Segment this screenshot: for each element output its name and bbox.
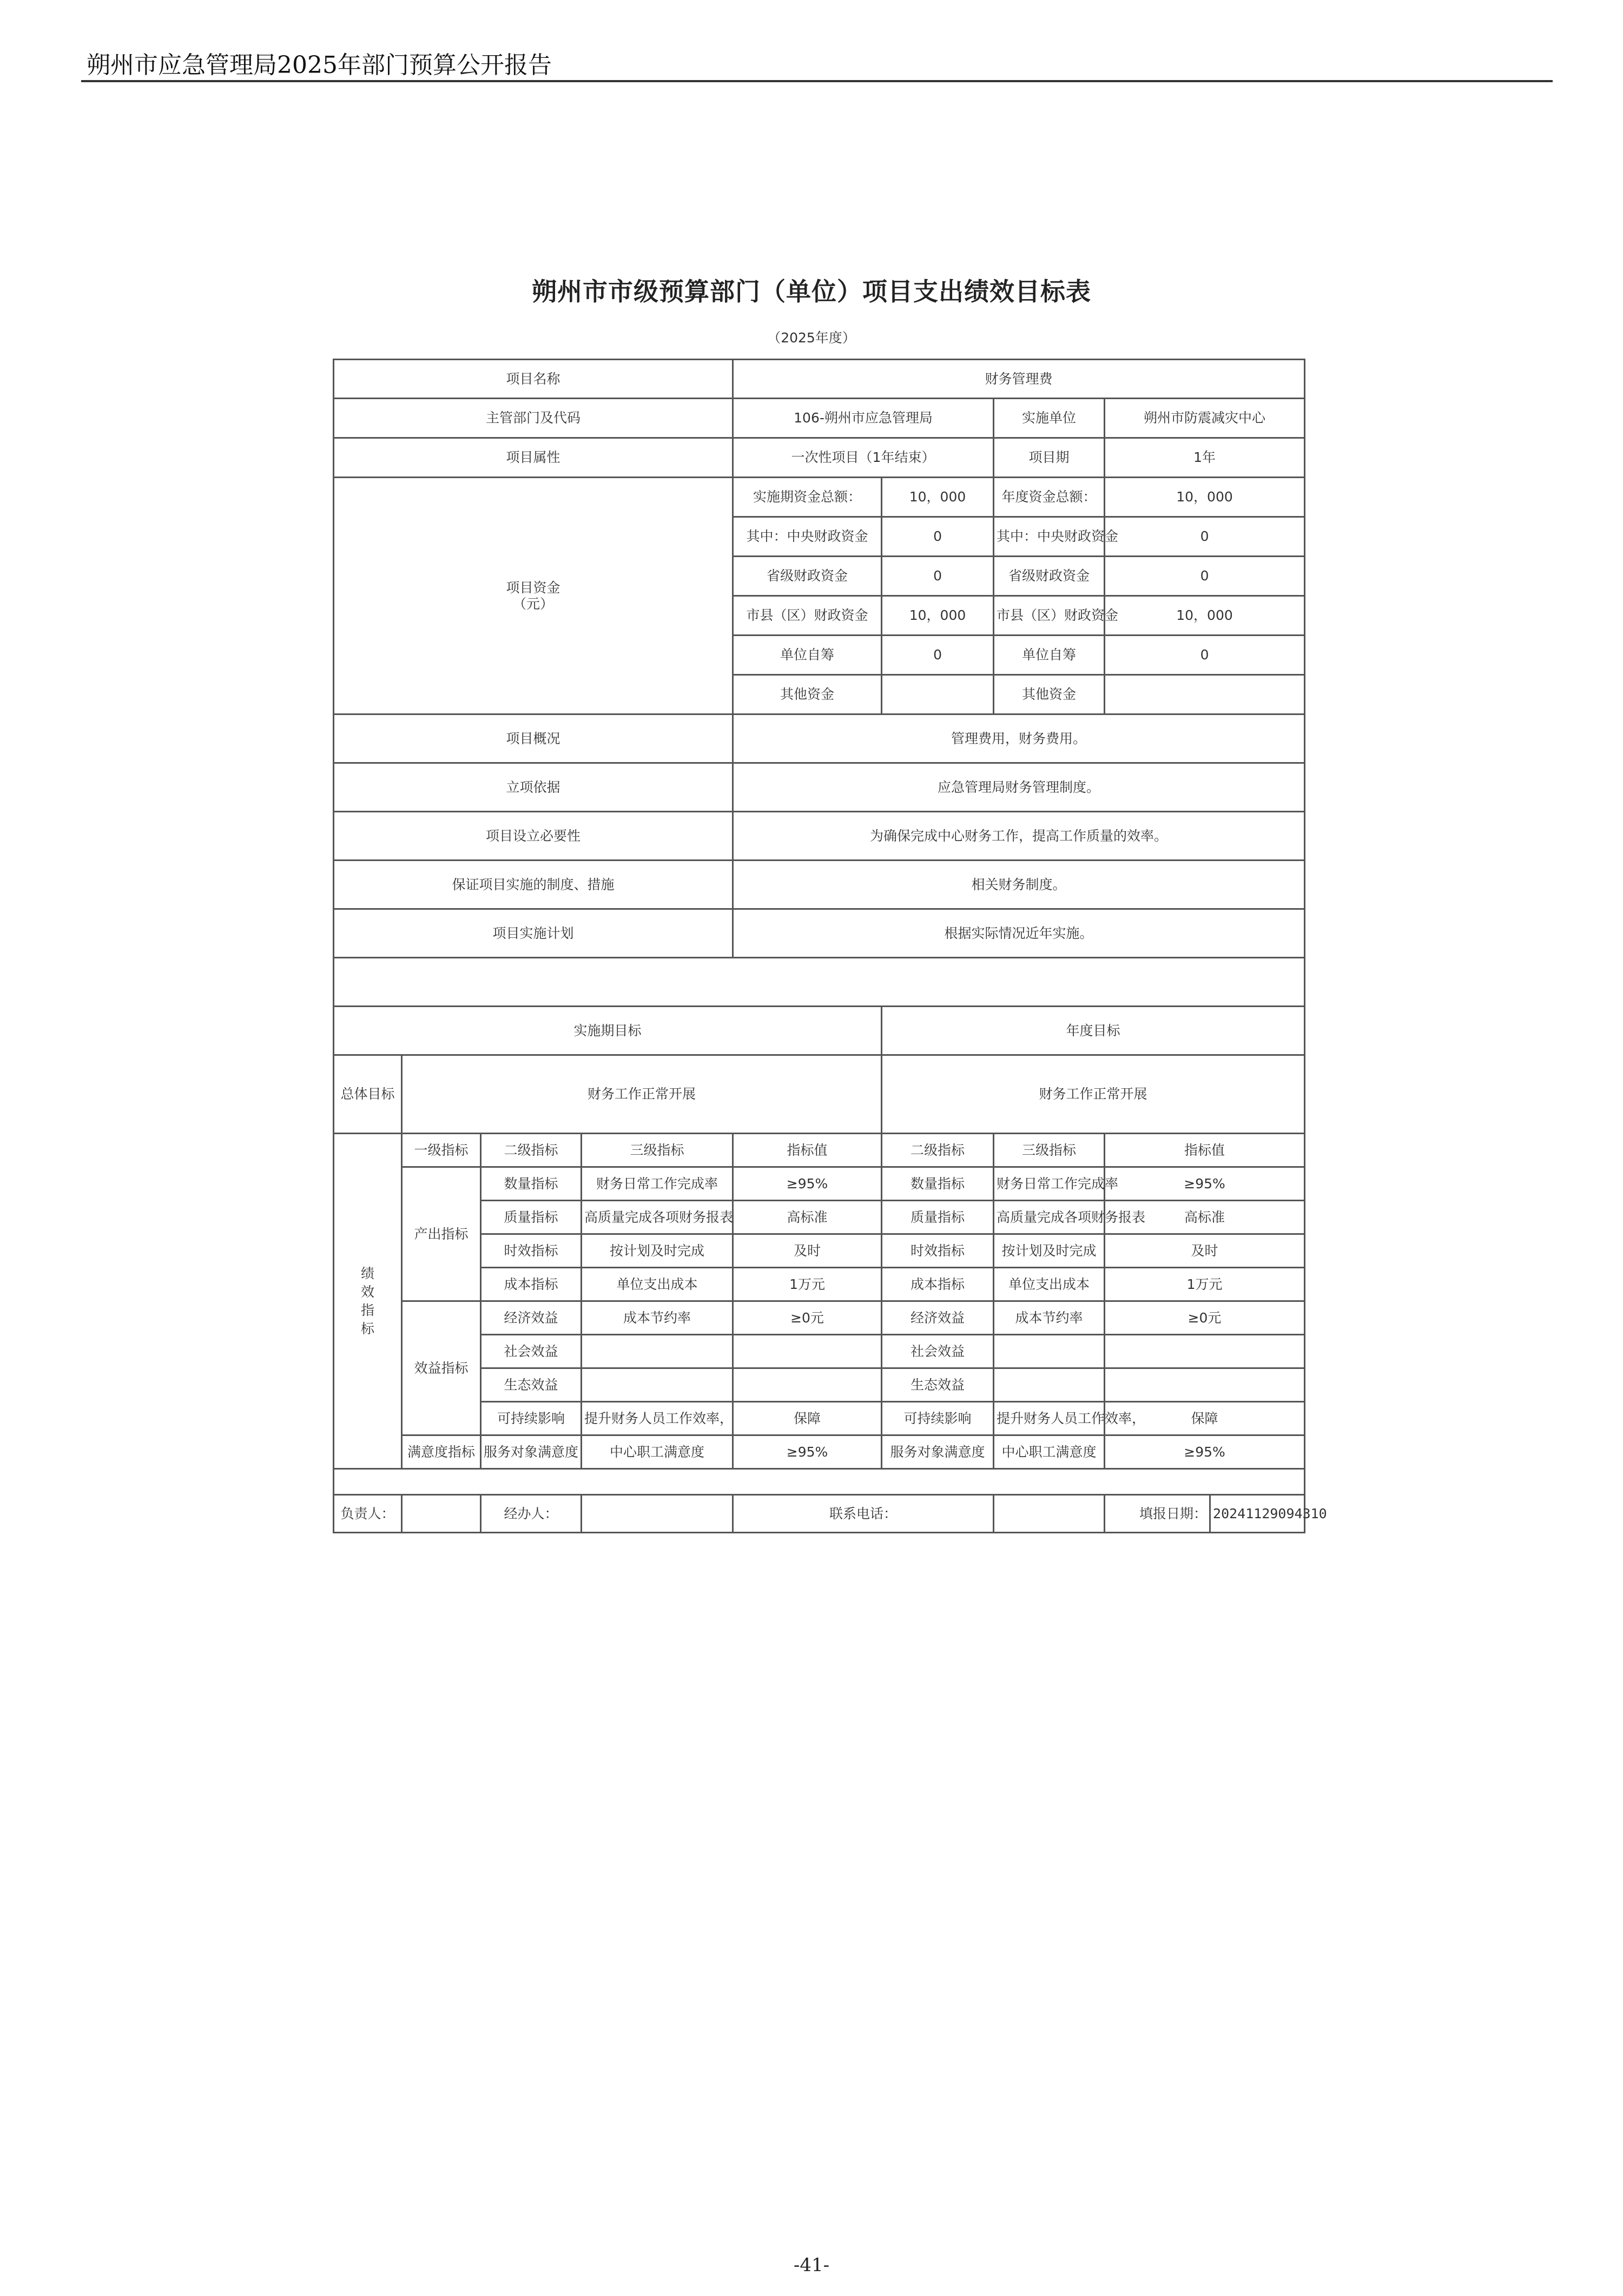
label-annual-other: 其他资金 (994, 675, 1105, 714)
value-plan: 根据实际情况近年实施。 (733, 909, 1305, 958)
value-phone (994, 1495, 1105, 1533)
label-annual-central: 其中：中央财政资金 (994, 517, 1105, 557)
indicator-l2: 经济效益 (481, 1301, 582, 1335)
label-basis: 立项依据 (334, 763, 733, 812)
label-plan: 项目实施计划 (334, 909, 733, 958)
annual-indicator-l2: 质量指标 (882, 1201, 994, 1234)
label-satisfaction: 满意度指标 (402, 1435, 481, 1469)
annual-indicator-l3: 成本节约率 (994, 1301, 1105, 1335)
header-value: 指标值 (733, 1134, 882, 1167)
value-guarantee: 相关财务制度。 (733, 861, 1305, 909)
header-annual-value: 指标值 (1105, 1134, 1305, 1167)
label-handler: 经办人： (481, 1495, 582, 1533)
label-funds (334, 478, 733, 714)
header-annual-level3: 三级指标 (994, 1134, 1105, 1167)
indicator-l2: 数量指标 (481, 1167, 582, 1201)
value-period-total: 10，000 (882, 478, 994, 517)
form-year: （2025年度） (767, 330, 856, 346)
indicator-value: 保障 (733, 1402, 882, 1435)
indicator-value: 及时 (733, 1234, 882, 1268)
header-annual-level2: 二级指标 (882, 1134, 994, 1167)
blank-row (334, 958, 1305, 1007)
indicator-l3: 财务日常工作完成率 (582, 1167, 733, 1201)
label-fund-self: 单位自筹 (733, 636, 882, 675)
label-perf-indicator-text: 绩效指标 (360, 1265, 374, 1336)
label-funds-text: 项目资金 (506, 579, 560, 595)
indicator-l3: 提升财务人员工作效率， (582, 1402, 733, 1435)
annual-indicator-value: 1万元 (1105, 1268, 1305, 1301)
spacer-row (334, 1469, 1305, 1495)
value-handler (582, 1495, 733, 1533)
label-guarantee: 保证项目实施的制度、措施 (334, 861, 733, 909)
header-level2: 二级指标 (481, 1134, 582, 1167)
label-overview: 项目概况 (334, 714, 733, 763)
annual-indicator-l3 (994, 1335, 1105, 1368)
label-annual-self: 单位自筹 (994, 636, 1105, 675)
indicator-value: ≥95% (733, 1435, 882, 1469)
annual-indicator-value: ≥0元 (1105, 1301, 1305, 1335)
value-annual-other (1105, 675, 1305, 714)
annual-indicator-l3: 单位支出成本 (994, 1268, 1105, 1301)
value-overview: 管理费用，财务费用。 (733, 714, 1305, 763)
performance-target-table (333, 359, 1327, 1533)
annual-indicator-l2: 数量指标 (882, 1167, 994, 1201)
value-fill-date: 20241129094310 (1210, 1495, 1305, 1533)
value-fund-city: 10，000 (882, 596, 994, 636)
label-phone: 联系电话： (733, 1495, 994, 1533)
annual-indicator-value: ≥95% (1105, 1167, 1305, 1201)
label-annual-target: 年度目标 (882, 1007, 1305, 1055)
value-fund-provincial: 0 (882, 557, 994, 596)
indicator-l3: 按计划及时完成 (582, 1234, 733, 1268)
value-fund-self: 0 (882, 636, 994, 675)
indicator-l2: 成本指标 (481, 1268, 582, 1301)
annual-indicator-value: 及时 (1105, 1234, 1305, 1268)
indicator-l2: 服务对象满意度 (481, 1435, 582, 1469)
indicator-l2: 时效指标 (481, 1234, 582, 1268)
indicator-l2: 可持续影响 (481, 1402, 582, 1435)
indicator-l2: 生态效益 (481, 1368, 582, 1402)
value-basis: 应急管理局财务管理制度。 (733, 763, 1305, 812)
label-fund-provincial: 省级财政资金 (733, 557, 882, 596)
label-overall-target: 总体目标 (334, 1055, 402, 1134)
value-annual-provincial: 0 (1105, 557, 1305, 596)
annual-indicator-l3: 中心职工满意度 (994, 1435, 1105, 1469)
label-dept-code: 主管部门及代码 (334, 399, 733, 438)
indicator-value: 高标准 (733, 1201, 882, 1234)
indicator-value: ≥0元 (733, 1301, 882, 1335)
annual-indicator-l3: 高质量完成各项财务报表 (994, 1201, 1105, 1234)
label-necessity: 项目设立必要性 (334, 812, 733, 861)
indicator-l3: 成本节约率 (582, 1301, 733, 1335)
label-period-target: 实施期目标 (334, 1007, 882, 1055)
indicator-l2: 社会效益 (481, 1335, 582, 1368)
annual-indicator-l3: 提升财务人员工作效率， (994, 1402, 1105, 1435)
value-fund-other (882, 675, 994, 714)
annual-indicator-value: 高标准 (1105, 1201, 1305, 1234)
annual-indicator-l3: 按计划及时完成 (994, 1234, 1105, 1268)
label-annual-provincial: 省级财政资金 (994, 557, 1105, 596)
label-fund-central: 其中：中央财政资金 (733, 517, 882, 557)
header-level1: 一级指标 (402, 1134, 481, 1167)
annual-indicator-l2: 可持续影响 (882, 1402, 994, 1435)
annual-indicator-l2: 经济效益 (882, 1301, 994, 1335)
indicator-value: ≥95% (733, 1167, 882, 1201)
label-funds-unit: （元） (513, 595, 554, 612)
annual-indicator-value: 保障 (1105, 1402, 1305, 1435)
indicator-l3: 中心职工满意度 (582, 1435, 733, 1469)
indicator-l2: 质量指标 (481, 1201, 582, 1234)
value-responsible (402, 1495, 481, 1533)
label-project-name: 项目名称 (334, 360, 733, 399)
label-annual-city: 市县（区）财政资金 (994, 596, 1105, 636)
indicator-l3 (582, 1368, 733, 1402)
value-annual-city: 10，000 (1105, 596, 1305, 636)
indicator-l3: 单位支出成本 (582, 1268, 733, 1301)
value-overall-period: 财务工作正常开展 (402, 1055, 882, 1134)
annual-indicator-l2: 社会效益 (882, 1335, 994, 1368)
annual-indicator-l2: 服务对象满意度 (882, 1435, 994, 1469)
value-period: 1年 (1105, 438, 1305, 478)
label-annual-total: 年度资金总额： (994, 478, 1105, 517)
value-annual-self: 0 (1105, 636, 1305, 675)
indicator-value (733, 1335, 882, 1368)
value-impl-unit: 朔州市防震减灾中心 (1105, 399, 1305, 438)
label-impl-unit: 实施单位 (994, 399, 1105, 438)
annual-indicator-l2: 生态效益 (882, 1368, 994, 1402)
label-perf-indicator (334, 1134, 402, 1469)
value-necessity: 为确保完成中心财务工作，提高工作质量的效率。 (733, 812, 1305, 861)
label-attribute: 项目属性 (334, 438, 733, 478)
indicator-value (733, 1368, 882, 1402)
label-output: 产出指标 (402, 1167, 481, 1301)
header-divider (81, 80, 1553, 82)
label-responsible: 负责人： (334, 1495, 402, 1533)
annual-indicator-value: ≥95% (1105, 1435, 1305, 1469)
value-dept-code: 106-朔州市应急管理局 (733, 399, 994, 438)
value-fund-central: 0 (882, 517, 994, 557)
annual-indicator-l2: 时效指标 (882, 1234, 994, 1268)
value-overall-annual: 财务工作正常开展 (882, 1055, 1305, 1134)
value-project-name: 财务管理费 (733, 360, 1305, 399)
page-header: 朔州市应急管理局2025年部门预算公开报告 (87, 51, 552, 79)
indicator-l3: 高质量完成各项财务报表 (582, 1201, 733, 1234)
label-benefit: 效益指标 (402, 1301, 481, 1435)
form-title: 朔州市市级预算部门（单位）项目支出绩效目标表 (532, 277, 1091, 306)
annual-indicator-l3 (994, 1368, 1105, 1402)
label-period: 项目期 (994, 438, 1105, 478)
value-attribute: 一次性项目（1年结束） (733, 438, 994, 478)
annual-indicator-value (1105, 1368, 1305, 1402)
label-fill-date: 填报日期： (1105, 1495, 1210, 1533)
label-fund-city: 市县（区）财政资金 (733, 596, 882, 636)
label-period-total: 实施期资金总额： (733, 478, 882, 517)
page-number: -41- (793, 2254, 830, 2276)
value-annual-total: 10，000 (1105, 478, 1305, 517)
value-annual-central: 0 (1105, 517, 1305, 557)
annual-indicator-l2: 成本指标 (882, 1268, 994, 1301)
annual-indicator-l3: 财务日常工作完成率 (994, 1167, 1105, 1201)
indicator-l3 (582, 1335, 733, 1368)
annual-indicator-value (1105, 1335, 1305, 1368)
label-fund-other: 其他资金 (733, 675, 882, 714)
header-level3: 三级指标 (582, 1134, 733, 1167)
indicator-value: 1万元 (733, 1268, 882, 1301)
